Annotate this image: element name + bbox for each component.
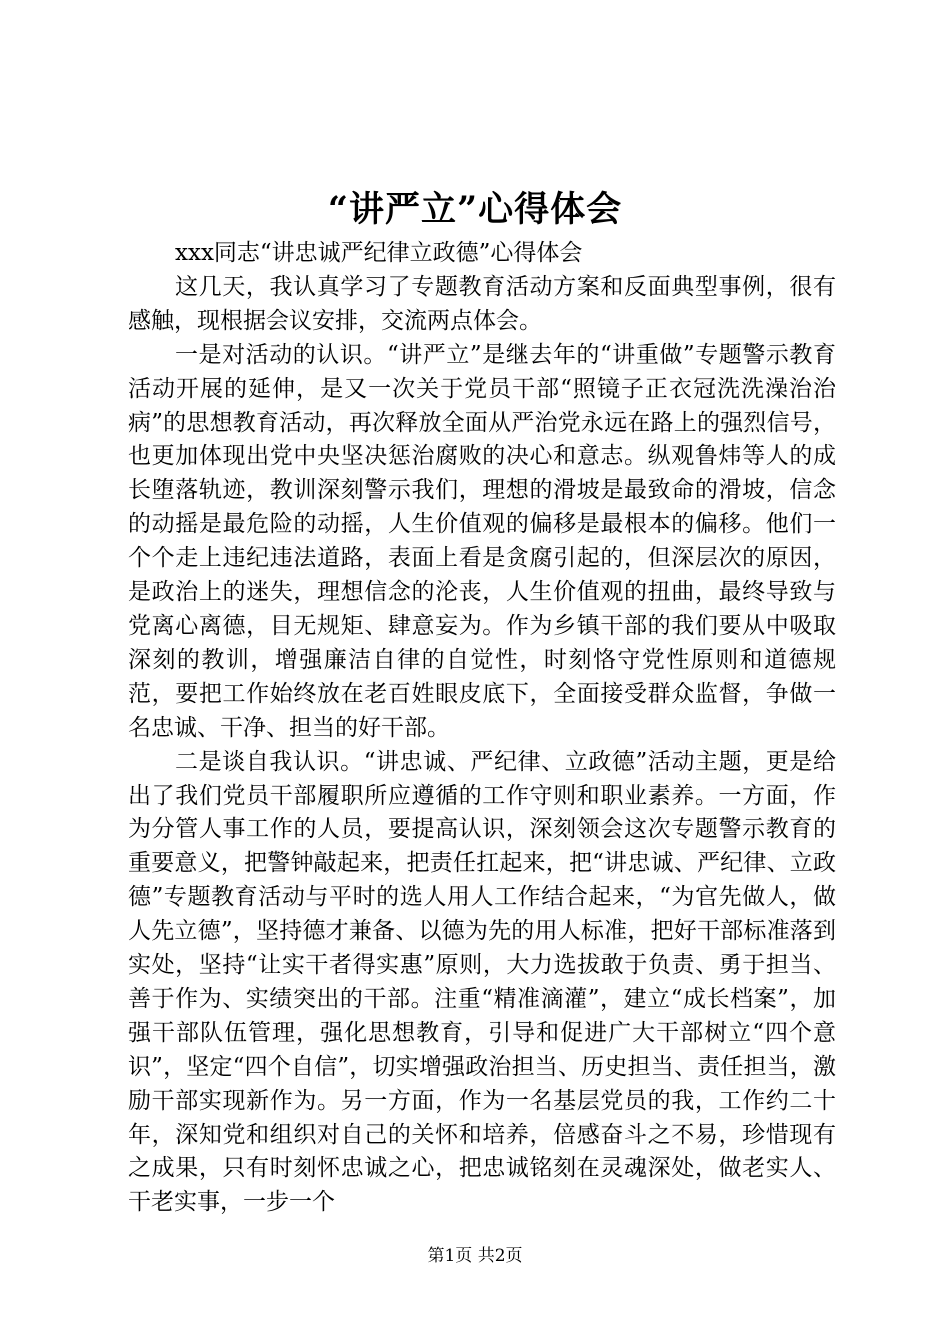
paragraph-intro: 这几天，我认真学习了专题教育活动方案和反面典型事例，很有感触，现根据会议安排，交流两点体会。	[128, 273, 836, 334]
paragraph-self-understanding: 二是谈自我认识。“讲忠诚、严纪律、立政德”活动主题，更是给出了我们党员干部履职所应遵循的工作守则和职业素养。一方面，作为分管人事工作的人员，要提高认识，深刻领会这次专题警示教育的重要意义，把警钟敲起来，把责任扛起来，把“讲忠诚、严纪律、立政德”专题教育活动与平时的选人用人工作结合起来，“为官先做人，做人先立德”，坚持德才兼备、以德为先的用人标准，把好干部标准落到实处，坚持“让实干者得实惠”原则，大力选拔敢于负责、勇于担当、善于作为、实绩突出的干部。注重“精准滴灌”，建立“成长档案”，加强干部队伍管理，强化思想教育，引导和促进广大干部树立“四个意识”，坚定“四个自信”，切实增强政治担当、历史担当、责任担当，激励干部实现新作为。另一方面，作为一名基层党员的我，工作约二十年，深知党和组织对自己的关怀和培养，倍感奋斗之不易，珍惜现有之成果，只有时刻怀忠诚之心，把忠诚铭刻在灵魂深处，做老实人、干老实事，一步一个	[128, 748, 836, 1216]
document-subtitle: xxx同志“讲忠诚严纪律立政德”心得体会	[175, 240, 583, 266]
document-body	[128, 237, 836, 1220]
paragraph-activity-understanding: 一是对活动的认识。“讲严立”是继去年的“讲重做”专题警示教育活动开展的延伸，是又一次关于党员干部“照镜子正衣冠洗洗澡治治病”的思想教育活动，再次释放全面从严治党永远在路上的强烈信号，也更加体现出党中央坚决惩治腐败的决心和意志。纵观鲁炜等人的成长堕落轨迹，教训深刻警示我们，理想的滑坡是最致命的滑坡，信念的动摇是最危险的动摇，人生价值观的偏移是最根本的偏移。他们一个个走上违纪违法道路，表面上看是贪腐引起的，但深层次的原因，是政治上的迷失，理想信念的沦丧，人生价值观的扭曲，最终导致与党离心离德，目无规矩、肆意妄为。作为乡镇干部的我们要从中吸取深刻的教训，增强廉洁自律的自觉性，时刻恪守党性原则和道德规范，要把工作始终放在老百姓眼皮底下，全面接受群众监督，争做一名忠诚、干净、担当的好干部。	[128, 341, 836, 741]
page-number-footer: 第1页 共2页	[427, 1246, 523, 1266]
document-title: “讲严立”心得体会	[327, 189, 623, 230]
